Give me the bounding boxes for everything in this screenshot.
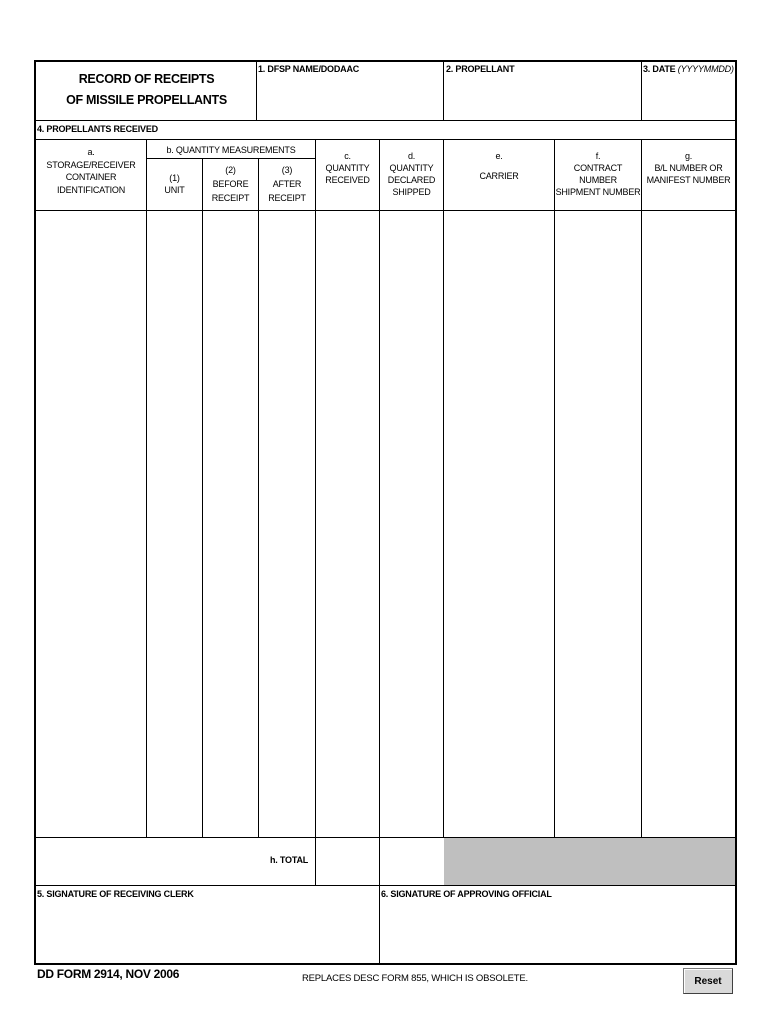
col-b1-header: [147, 172, 202, 196]
totals-shaded-area: [444, 838, 735, 885]
dfsp-name-label: 1. DFSP NAME/DODAAC: [258, 64, 360, 74]
entry-col-b2[interactable]: [203, 212, 257, 836]
col-c-header: [316, 150, 379, 186]
section4-label: 4. PROPELLANTS RECEIVED: [37, 124, 158, 134]
date-field[interactable]: [643, 76, 734, 119]
col-e-line1: CARRIER: [479, 171, 519, 181]
col-b2-line1: BEFORE: [212, 179, 249, 189]
col-b2-line2: RECEIPT: [211, 193, 250, 203]
section4-line: [35, 139, 736, 140]
col-c-line2: RECEIVED: [325, 175, 370, 185]
col-a-header: [36, 146, 146, 196]
header-bottom-line: [35, 120, 736, 121]
header-divider-3: [641, 61, 642, 120]
col-f-letter: f.: [595, 151, 601, 161]
header-divider-2: [443, 61, 444, 120]
col-d-line3: SHIPPED: [392, 187, 431, 197]
col-d-header: [380, 150, 443, 198]
column-header-bottom-line: [35, 210, 736, 211]
col-f-header: [555, 150, 641, 198]
form-title: [36, 69, 257, 111]
dfsp-name-field[interactable]: [258, 76, 442, 119]
header-divider-1: [256, 61, 257, 120]
col-f-line1: CONTRACT NUMBER: [573, 163, 623, 185]
col-e-header: [444, 150, 554, 183]
col-d-letter: d.: [407, 151, 416, 161]
col-d-line2: DECLARED: [387, 175, 436, 185]
form-title-line1: RECORD OF RECEIPTS: [78, 72, 215, 86]
col-b3-header: [259, 163, 315, 205]
date-format-hint: (YYYYMMDD): [677, 64, 734, 74]
entry-col-b1[interactable]: [147, 212, 201, 836]
entry-col-g[interactable]: [642, 212, 734, 836]
form-title-line2: OF MISSILE PROPELLANTS: [66, 93, 227, 107]
receiving-clerk-signature-field[interactable]: [37, 902, 377, 961]
frame-top: [34, 60, 736, 62]
col-b3-num: (3): [281, 165, 293, 175]
col-a-line2: CONTAINER: [65, 172, 117, 182]
frame-bottom: [34, 963, 737, 965]
col-b1-num: (1): [169, 173, 180, 183]
col-b-group-line: [146, 158, 315, 159]
entry-col-e[interactable]: [444, 212, 553, 836]
form-identifier: DD FORM 2914, NOV 2006: [37, 967, 180, 981]
propellant-field[interactable]: [446, 76, 640, 119]
col-a-line1: STORAGE/RECEIVER: [46, 159, 136, 170]
totals-bottom-line: [35, 885, 736, 886]
reset-button[interactable]: Reset: [683, 968, 733, 994]
col-e-letter: e.: [495, 151, 503, 161]
entry-col-a[interactable]: [36, 212, 145, 836]
col-g-letter: g.: [684, 151, 693, 161]
col-g-line1: B/L NUMBER OR: [654, 163, 723, 173]
date-label: [643, 64, 734, 74]
col-b-group-header: b. QUANTITY MEASUREMENTS: [166, 145, 296, 155]
receiving-clerk-signature-label: 5. SIGNATURE OF RECEIVING CLERK: [37, 889, 194, 899]
col-b3-line2: RECEIPT: [268, 193, 306, 203]
col-c-letter: c.: [344, 151, 351, 161]
total-quantity-declared-field[interactable]: [380, 839, 442, 884]
entry-col-b3[interactable]: [259, 212, 314, 836]
col-a-line3: IDENTIFICATION: [56, 184, 126, 195]
entry-col-f[interactable]: [555, 212, 640, 836]
approving-official-signature-label: 6. SIGNATURE OF APPROVING OFFICIAL: [381, 889, 552, 899]
col-g-line2: MANIFEST NUMBER: [646, 175, 731, 185]
col-b2-num: (2): [225, 165, 236, 175]
replaces-note: REPLACES DESC FORM 855, WHICH IS OBSOLETE.: [302, 973, 528, 984]
total-label: h. TOTAL: [270, 855, 309, 865]
frame-right: [735, 60, 737, 964]
entry-col-c[interactable]: [316, 212, 378, 836]
col-g-header: [642, 150, 735, 186]
approving-official-signature-field[interactable]: [381, 902, 733, 961]
col-c-line1: QUANTITY: [325, 163, 370, 173]
propellant-label: 2. PROPELLANT: [446, 64, 515, 74]
col-b3-line1: AFTER: [272, 179, 302, 189]
col-d-line1: QUANTITY: [389, 163, 434, 173]
col-a-letter: a.: [87, 147, 95, 157]
total-quantity-received-field[interactable]: [316, 839, 378, 884]
col-b1-line1: UNIT: [164, 185, 185, 195]
col-f-line2: SHIPMENT NUMBER: [555, 187, 641, 197]
date-label-text: 3. DATE: [643, 64, 676, 74]
col-b2-header: [203, 163, 258, 205]
entry-col-d[interactable]: [380, 212, 442, 836]
